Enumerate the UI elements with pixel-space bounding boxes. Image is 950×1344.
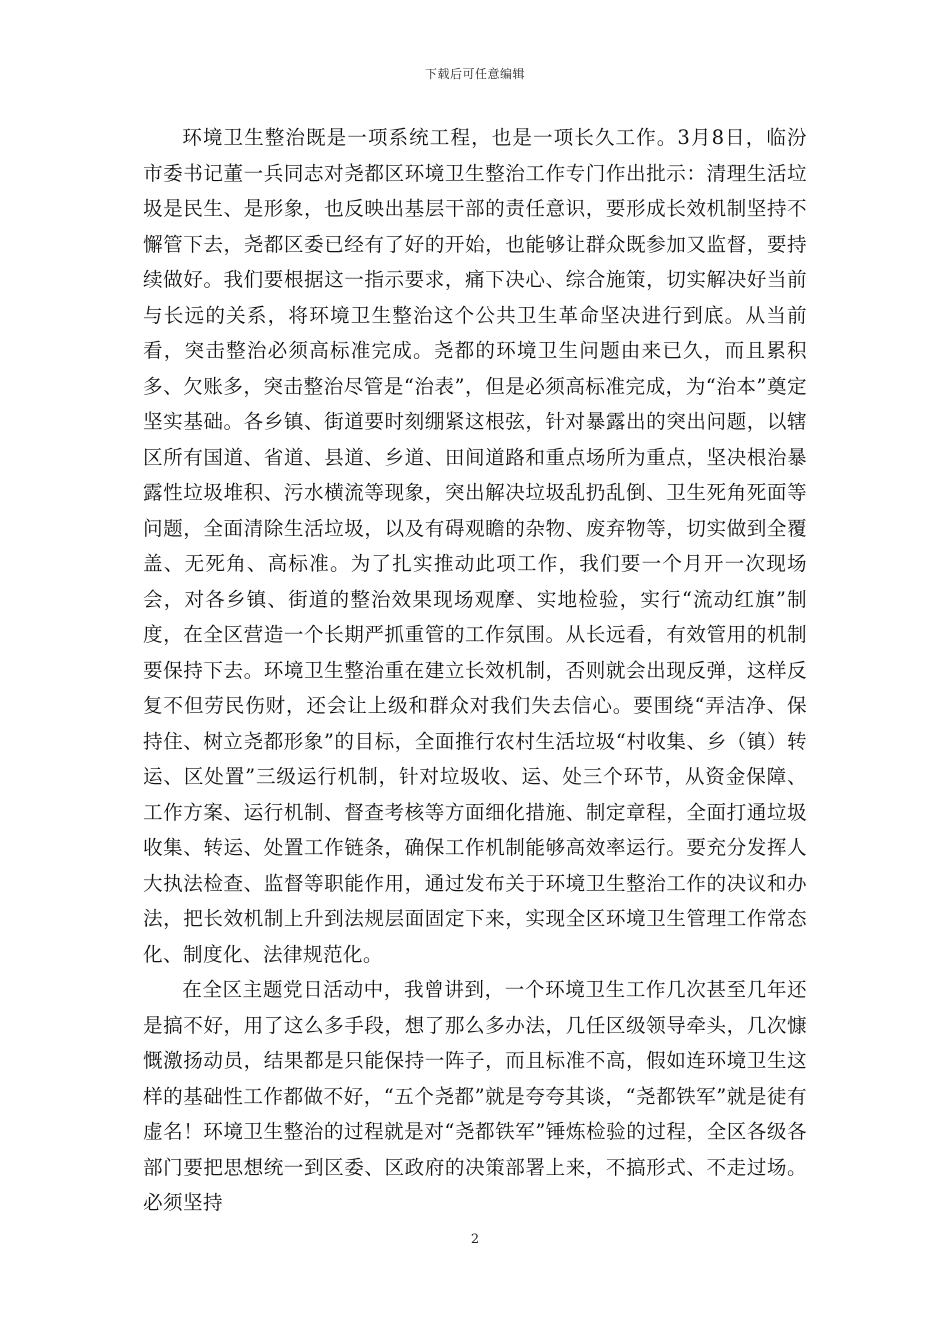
paragraph-2: 在全区主题党日活动中，我曾讲到，一个环境卫生工作几次甚至几年还是搞不好，用了这么多手段，想了那么多办法，几任区级领导牵头，几次慷慨激扬动员，结果都是只能保持一阵子，而且标准不高，假如连环境卫生这样的基础性工作都做不好，“五个尧都”就是夸夸其谈，“尧都铁军”就是徒有虚名！环境卫生整治的过程就是对“尧都铁军”锤炼检验的过程，全区各级各部门要把思想统一到区委、区政府的决策部署上来，不搞形式、不走过场。必须坚持 xyxy=(143,978,807,1214)
paragraph-1: 环境卫生整治既是一项系统工程，也是一项长久工作。3月8日，临汾市委书记董一兵同志对尧都区环境卫生整治工作专门作出批示：清理生活垃圾是民生、是形象，也反映出基层干部的责任意识，要形成长效机制坚持不懈管下去，尧都区委已经有了好的开始，也能够让群众既参加又监督，要持续做好。我们要根据这一指示要求，痛下决心、综合施策，切实解决好当前与长远的关系，将环境卫生整治这个公共卫生革命坚决进行到底。从当前看，突击整治必须高标准完成。尧都的环境卫生问题由来已久，而且累积多、欠账多，突击整治尽管是“治表”，但是必须高标准完成，为“治本”奠定坚实基础。各乡镇、街道要时刻绷紧这根弦，针对暴露出的突出问题，以辖区所有国道、省道、县道、乡道、田间道路和重点场所为重点，坚决根治暴露性垃圾堆积、污水横流等现象，突出解决垃圾乱扔乱倒、卫生死角死面等问题，全面清除生活垃圾，以及有碍观瞻的杂物、废弃物等，切实做到全覆盖、无死角、高标准。为了扎实推动此项工作，我们要一个月开一次现场会，对各乡镇、街道的整治效果现场观摩、实地检验，实行“流动红旗”制度，在全区营造一个长期严抓重管的工作氛围。从长远看，有效管用的机制要保持下去。环境卫生整治重在建立长效机制，否则就会出现反弹，这样反复不但劳民伤财，还会让上级和群众对我们失去信心。要围绕“弄洁净、保持住、树立尧都形象”的目标，全面推行农村生活垃圾“村收集、乡（镇）转运、区处置”三级运行机制，针对垃圾收、运、处三个环节，从资金保障、工作方案、运行机制、督查考核等方面细化措施、制定章程，全面打通垃圾收集、转运、处置工作链条，确保工作机制能够高效率运行。要充分发挥人大执法检查、监督等职能作用，通过发布关于环境卫生整治工作的决议和办法，把长效机制上升到法规层面固定下来，实现全区环境卫生管理工作常态化、制度化、法律规范化。 xyxy=(143,126,807,966)
body-text xyxy=(143,120,807,1221)
header-note: 下载后可任意编辑 xyxy=(424,67,525,81)
page-number: 2 xyxy=(470,1232,480,1247)
